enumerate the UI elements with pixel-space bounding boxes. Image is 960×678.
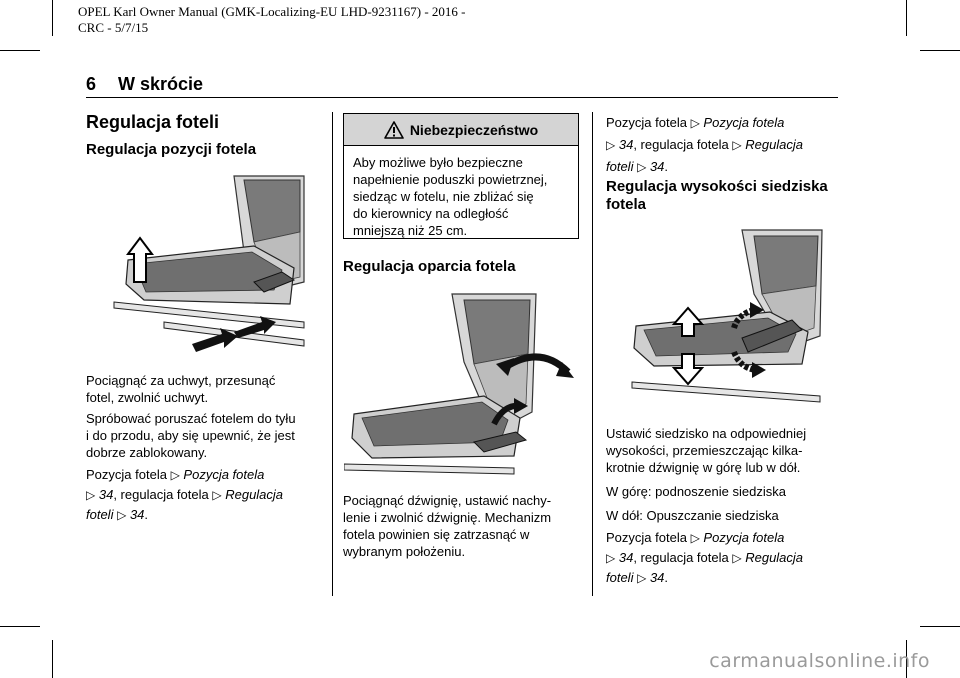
ref-link-seat-adjustment[interactable]: Regulacja <box>745 550 804 565</box>
recline-paragraph: Pociągnąć dźwignię, ustawić nachy- lenie i zwolnić dźwignię. Mechanizm fotela powinien się zatrzasnąć w wybranym położeniu. <box>343 493 552 559</box>
reference-arrow-icon: ▷ <box>117 508 127 522</box>
reference-arrow-icon: ▷ <box>732 138 742 152</box>
seat-fore-aft-illustration <box>104 172 310 356</box>
instruction-paragraph: Pociągnąć za uchwyt, przesunąć fotel, zwolnić uchwyt. <box>86 373 276 405</box>
ref-page-link[interactable]: 34 <box>649 159 665 174</box>
ref-link-seat-position[interactable]: Pozycja fotela <box>703 530 785 545</box>
ref-link-seat-adjustment-cont[interactable]: foteli <box>606 570 634 585</box>
crop-mark <box>920 626 960 627</box>
reference-arrow-icon: ▷ <box>637 160 647 174</box>
reference-arrow-icon: ▷ <box>732 551 742 565</box>
reference-arrow-icon: ▷ <box>86 488 96 502</box>
warning-text: Aby możliwe było bezpieczne napełnienie poduszki powietrznej, siedząc w fotelu, nie zbliżać się do kierownicy na odległość mniejszą niż 25 cm. <box>353 155 548 238</box>
warning-box <box>343 113 579 239</box>
cross-reference: Pozycja fotela ▷ Pozycja fotela ▷ 34, regulacja fotela ▷ Regulacja foteli ▷ 34. <box>606 115 804 174</box>
subsection-title: Regulacja oparcia fotela <box>343 258 516 275</box>
chapter-title: W skrócie <box>118 74 204 94</box>
subsection-title: Regulacja pozycji fotela <box>86 141 257 158</box>
section-title: Regulacja foteli <box>86 112 220 132</box>
crop-mark <box>52 0 53 36</box>
cross-reference: Pozycja fotela ▷ Pozycja fotela ▷ 34, regulacja fotela ▷ Regulacja foteli ▷ 34. <box>86 467 284 522</box>
subsection-title: Regulacja wysokości siedziska fotela <box>606 178 828 213</box>
ref-link-seat-adjustment[interactable]: Regulacja <box>225 487 284 502</box>
ref-link-seat-position[interactable]: Pozycja fotela <box>183 467 265 482</box>
meta-line-2: CRC - 5/7/15 <box>78 20 149 35</box>
crop-mark <box>52 640 53 678</box>
reference-arrow-icon: ▷ <box>606 138 616 152</box>
reference-arrow-icon: ▷ <box>637 571 647 585</box>
check-paragraph: Spróbować poruszać fotelem do tyłu i do przodu, aby się upewnić, że jest dobrze zablokowany. <box>86 411 296 460</box>
backrest-recline-figure <box>344 292 576 484</box>
ref-link-seat-position[interactable]: Pozycja fotela <box>703 115 785 130</box>
raise-paragraph: W górę: podnoszenie siedziska <box>606 484 786 499</box>
column-divider <box>332 112 333 596</box>
reference-arrow-icon: ▷ <box>212 488 222 502</box>
seat-height-illustration <box>630 228 826 412</box>
crop-mark <box>0 626 40 627</box>
title-rule <box>86 97 838 98</box>
column-divider <box>592 112 593 596</box>
ref-link-seat-adjustment[interactable]: Regulacja <box>745 137 804 152</box>
page-heading <box>86 74 203 95</box>
ref-link-seat-adjustment-cont[interactable]: foteli <box>606 159 634 174</box>
seat-fore-aft-figure <box>104 172 310 356</box>
ref-link-seat-adjustment-cont[interactable]: foteli <box>86 507 114 522</box>
warning-triangle-icon <box>384 121 404 139</box>
ref-page-link[interactable]: 34 <box>129 507 145 522</box>
ref-page-link[interactable]: 34 <box>618 550 634 565</box>
lower-paragraph: W dół: Opuszczanie siedziska <box>606 508 779 523</box>
document-meta <box>78 4 498 36</box>
ref-page-link[interactable]: 34 <box>618 137 634 152</box>
backrest-recline-illustration <box>344 292 576 484</box>
meta-line-1: OPEL Karl Owner Manual (GMK-Localizing-EU LHD-9231167) - 2016 - <box>78 4 466 19</box>
crop-mark <box>906 0 907 36</box>
reference-arrow-icon: ▷ <box>170 468 180 482</box>
reference-arrow-icon: ▷ <box>606 551 616 565</box>
warning-header <box>344 114 578 146</box>
crop-mark <box>0 50 40 51</box>
reference-arrow-icon: ▷ <box>690 116 700 130</box>
ref-page-link[interactable]: 34 <box>98 487 114 502</box>
crop-mark <box>920 50 960 51</box>
ref-page-link[interactable]: 34 <box>649 570 665 585</box>
page-number: 6 <box>86 74 97 94</box>
reference-arrow-icon: ▷ <box>690 531 700 545</box>
watermark-logo: carmanualsonline.info <box>709 650 930 672</box>
height-paragraph: Ustawić siedzisko na odpowiedniej wysokości, przemieszczając kilka- krotnie dźwignię w górę lub w dół. <box>606 426 807 475</box>
seat-height-figure <box>630 228 826 412</box>
warning-title: Niebezpieczeństwo <box>409 121 539 138</box>
cross-reference: Pozycja fotela ▷ Pozycja fotela ▷ 34, regulacja fotela ▷ Regulacja foteli ▷ 34. <box>606 530 804 585</box>
